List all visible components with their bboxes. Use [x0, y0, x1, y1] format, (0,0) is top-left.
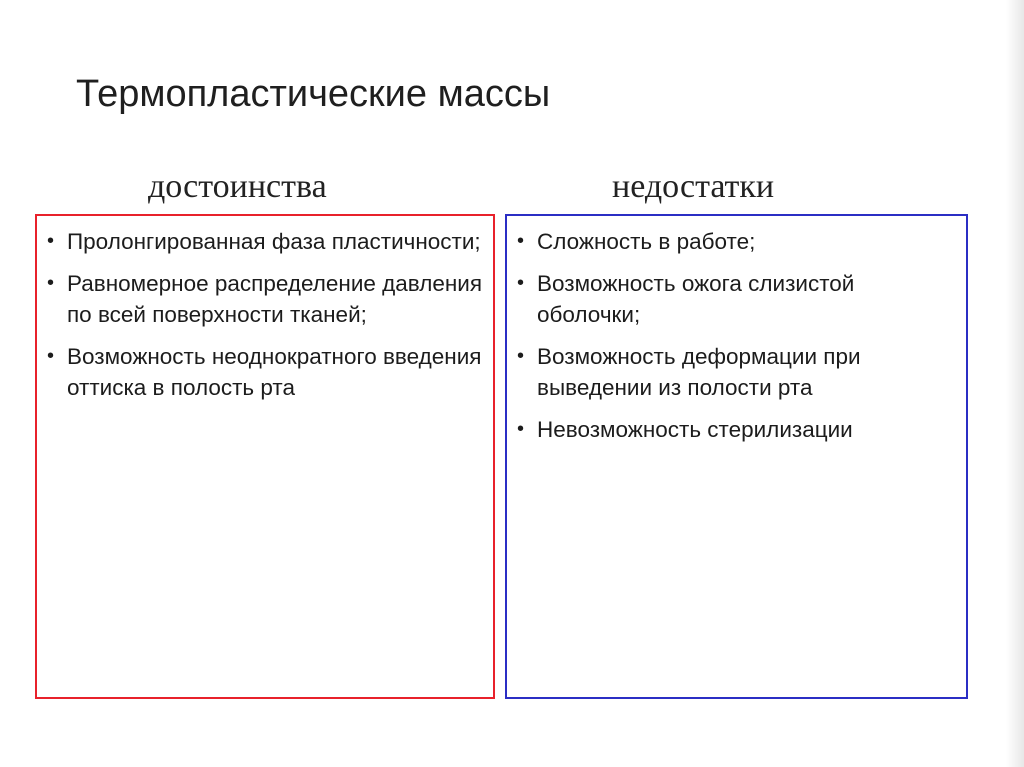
pros-list-item — [47, 341, 483, 403]
pros-item-text: Равномерное распределение давления по всей поверхности тканей; — [67, 271, 483, 327]
cons-panel — [505, 214, 968, 699]
bullet-icon: • — [517, 272, 525, 294]
pros-list-item — [47, 226, 483, 257]
pros-item-text: Пролонгированная фаза пластичности; — [67, 229, 481, 254]
cons-item-text: Сложность в работе; — [537, 229, 756, 254]
cons-item-text: Невозможность стерилизации — [537, 417, 853, 442]
cons-list-item — [517, 268, 956, 330]
cons-list — [517, 226, 956, 445]
slide-edge-shadow — [1006, 0, 1024, 767]
pros-heading: достоинства — [148, 168, 327, 205]
cons-list-item — [517, 226, 956, 257]
bullet-icon: • — [47, 272, 55, 294]
pros-item-text: Возможность неоднократного введения оттиска в полость рта — [67, 344, 482, 400]
cons-item-text: Возможность ожога слизистой оболочки; — [537, 271, 855, 327]
cons-heading: недостатки — [612, 168, 775, 205]
pros-list — [47, 226, 483, 403]
bullet-icon: • — [47, 345, 55, 367]
bullet-icon: • — [517, 230, 525, 252]
bullet-icon: • — [517, 418, 525, 440]
slide-title: Термопластические массы — [76, 73, 551, 115]
cons-list-item — [517, 341, 956, 403]
cons-item-text: Возможность деформации при выведении из полости рта — [537, 344, 861, 400]
pros-list-item — [47, 268, 483, 330]
bullet-icon: • — [517, 345, 525, 367]
cons-list-item — [517, 414, 956, 445]
pros-panel — [35, 214, 495, 699]
bullet-icon: • — [47, 230, 55, 252]
